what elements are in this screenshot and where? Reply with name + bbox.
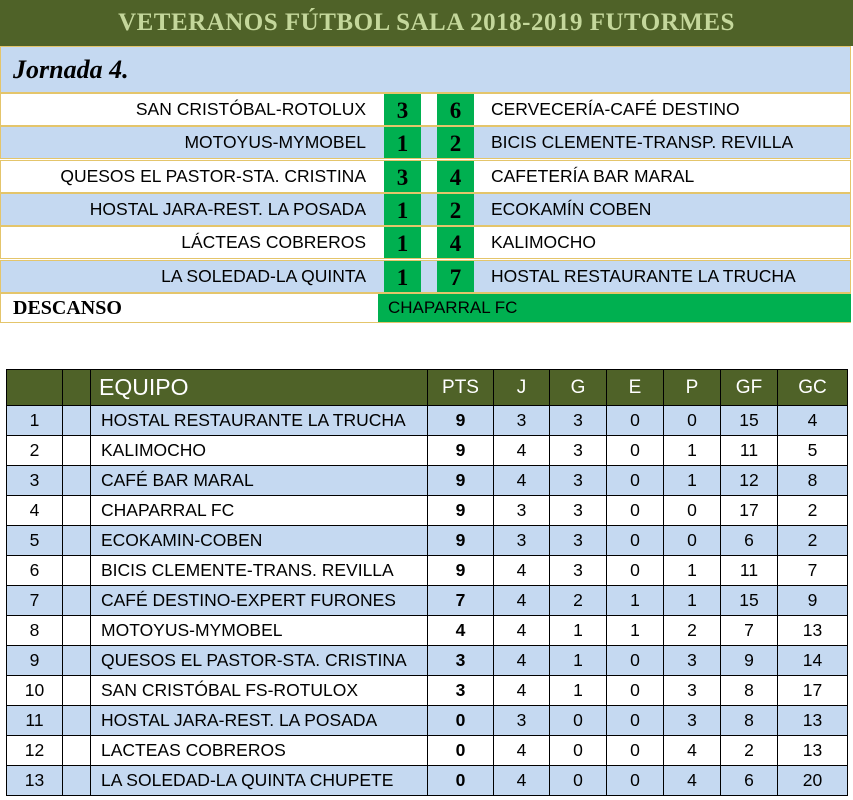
cell-p: 1 [664,436,721,466]
cell-pos: 9 [7,646,63,676]
cell-p: 1 [664,586,721,616]
cell-team: CHAPARRAL FC [91,496,428,526]
cell-gf: 9 [721,646,778,676]
cell-j: 3 [494,706,550,736]
away-team: BICIS CLEMENTE-TRANSP. REVILLA [491,132,794,153]
cell-pos: 12 [7,736,63,766]
cell-gc: 8 [778,466,848,496]
cell-pts: 9 [428,436,494,466]
cell-gf: 12 [721,466,778,496]
page-title: VETERANOS FÚTBOL SALA 2018-2019 FUTORMES [0,0,853,46]
cell-blank [63,676,91,706]
table-row [7,496,848,526]
cell-j: 3 [494,526,550,556]
cell-pts: 9 [428,466,494,496]
cell-gf: 7 [721,616,778,646]
round-header [0,46,851,93]
cell-team: ECOKAMIN-COBEN [91,526,428,556]
cell-j: 3 [494,406,550,436]
cell-pts: 0 [428,766,494,796]
cell-gc: 20 [778,766,848,796]
cell-pts: 9 [428,526,494,556]
cell-e: 1 [607,586,664,616]
cell-gf: 6 [721,766,778,796]
cell-gc: 2 [778,526,848,556]
cell-pts: 3 [428,676,494,706]
cell-g: 0 [550,766,607,796]
cell-pts: 3 [428,646,494,676]
header-gc: GC [778,370,848,406]
cell-pts: 9 [428,406,494,436]
cell-g: 3 [550,406,607,436]
cell-pts: 0 [428,736,494,766]
cell-p: 1 [664,556,721,586]
table-row [7,586,848,616]
home-score: 1 [384,261,421,292]
cell-j: 3 [494,496,550,526]
table-row [7,526,848,556]
home-team: QUESOS EL PASTOR-STA. CRISTINA [60,165,366,186]
match-row [0,126,851,159]
cell-team: KALIMOCHO [91,436,428,466]
cell-e: 0 [607,736,664,766]
away-team: CERVECERÍA-CAFÉ DESTINO [491,99,740,119]
table-row [7,406,848,436]
cell-gc: 4 [778,406,848,436]
cell-j: 4 [494,766,550,796]
cell-pos: 4 [7,496,63,526]
cell-g: 3 [550,496,607,526]
home-score: 3 [384,161,421,192]
cell-e: 0 [607,406,664,436]
cell-gf: 6 [721,526,778,556]
cell-team: HOSTAL RESTAURANTE LA TRUCHA [91,406,428,436]
cell-blank [63,766,91,796]
cell-blank [63,526,91,556]
cell-team: CAFÉ DESTINO-EXPERT FURONES [91,586,428,616]
cell-gc: 2 [778,496,848,526]
cell-blank [63,706,91,736]
rest-label: DESCANSO [13,297,122,319]
cell-g: 3 [550,466,607,496]
cell-pts: 7 [428,586,494,616]
home-team: MOTOYUS-MYMOBEL [184,132,366,153]
cell-pos: 8 [7,616,63,646]
table-row [7,556,848,586]
cell-gf: 11 [721,436,778,466]
cell-pos: 6 [7,556,63,586]
table-row [7,466,848,496]
cell-e: 0 [607,466,664,496]
cell-gf: 11 [721,556,778,586]
header-pos [7,370,63,406]
cell-g: 3 [550,556,607,586]
cell-team: LA SOLEDAD-LA QUINTA CHUPETE [91,766,428,796]
cell-gc: 17 [778,676,848,706]
cell-pos: 7 [7,586,63,616]
match-row [0,226,851,259]
home-team: SAN CRISTÓBAL-ROTOLUX [135,99,366,119]
cell-p: 4 [664,766,721,796]
cell-j: 4 [494,676,550,706]
cell-e: 0 [607,706,664,736]
away-score: 2 [437,127,474,158]
away-score: 4 [437,161,474,192]
table-row [7,646,848,676]
away-score: 7 [437,261,474,292]
header-blank [63,370,91,406]
cell-team: QUESOS EL PASTOR-STA. CRISTINA [91,646,428,676]
cell-gf: 15 [721,586,778,616]
cell-e: 0 [607,766,664,796]
cell-gc: 14 [778,646,848,676]
cell-pos: 5 [7,526,63,556]
cell-team: MOTOYUS-MYMOBEL [91,616,428,646]
cell-g: 0 [550,706,607,736]
cell-p: 4 [664,736,721,766]
away-team: ECOKAMÍN COBEN [491,198,652,219]
match-row [0,93,851,126]
home-score: 1 [384,227,421,258]
rest-row [0,293,851,323]
cell-gf: 2 [721,736,778,766]
match-row [0,193,851,226]
cell-g: 1 [550,616,607,646]
cell-pos: 1 [7,406,63,436]
cell-blank [63,616,91,646]
cell-j: 4 [494,556,550,586]
cell-p: 0 [664,526,721,556]
cell-j: 4 [494,436,550,466]
table-row [7,706,848,736]
cell-gf: 17 [721,496,778,526]
away-score: 2 [437,194,474,225]
cell-g: 1 [550,646,607,676]
home-team: LÁCTEAS COBREROS [181,232,366,253]
table-row [7,676,848,706]
header-j: J [494,370,550,406]
cell-blank [63,496,91,526]
cell-pos: 3 [7,466,63,496]
cell-gc: 7 [778,556,848,586]
cell-pts: 0 [428,706,494,736]
cell-j: 4 [494,466,550,496]
table-row [7,736,848,766]
cell-p: 3 [664,646,721,676]
table-row [7,766,848,796]
cell-gc: 9 [778,586,848,616]
table-row [7,436,848,466]
cell-pos: 2 [7,436,63,466]
cell-blank [63,436,91,466]
cell-e: 0 [607,496,664,526]
home-team: HOSTAL JARA-REST. LA POSADA [89,198,366,219]
cell-p: 2 [664,616,721,646]
cell-j: 4 [494,736,550,766]
cell-p: 0 [664,406,721,436]
cell-team: SAN CRISTÓBAL FS-ROTULOX [91,676,428,706]
match-row [0,160,851,193]
home-score: 3 [384,94,421,125]
standings-table [6,369,848,796]
cell-blank [63,406,91,436]
cell-gc: 13 [778,706,848,736]
cell-g: 3 [550,526,607,556]
cell-pos: 11 [7,706,63,736]
cell-pts: 4 [428,616,494,646]
header-gf: GF [721,370,778,406]
cell-pos: 13 [7,766,63,796]
home-team: LA SOLEDAD-LA QUINTA [161,265,366,286]
cell-blank [63,586,91,616]
cell-g: 3 [550,436,607,466]
cell-g: 0 [550,736,607,766]
cell-j: 4 [494,646,550,676]
cell-gf: 8 [721,706,778,736]
cell-p: 0 [664,496,721,526]
cell-pts: 9 [428,496,494,526]
cell-gc: 5 [778,436,848,466]
header-pts: PTS [428,370,494,406]
round-label: Jornada 4. [13,55,129,84]
cell-gf: 8 [721,676,778,706]
cell-team: LACTEAS COBREROS [91,736,428,766]
cell-gf: 15 [721,406,778,436]
cell-gc: 13 [778,616,848,646]
header-team: EQUIPO [91,370,428,406]
cell-team: HOSTAL JARA-REST. LA POSADA [91,706,428,736]
header-e: E [607,370,664,406]
cell-e: 0 [607,676,664,706]
standings-header-row [7,370,848,406]
cell-j: 4 [494,586,550,616]
cell-p: 3 [664,676,721,706]
cell-blank [63,736,91,766]
cell-team: BICIS CLEMENTE-TRANS. REVILLA [91,556,428,586]
cell-pos: 10 [7,676,63,706]
home-score: 1 [384,127,421,158]
cell-g: 2 [550,586,607,616]
match-row [0,260,851,293]
cell-blank [63,556,91,586]
cell-j: 4 [494,616,550,646]
rest-team: CHAPARRAL FC [378,294,851,322]
header-g: G [550,370,607,406]
away-team: CAFETERÍA BAR MARAL [491,165,695,186]
header-p: P [664,370,721,406]
cell-pts: 9 [428,556,494,586]
home-score: 1 [384,194,421,225]
cell-p: 1 [664,466,721,496]
away-team: KALIMOCHO [491,232,597,253]
cell-team: CAFÉ BAR MARAL [91,466,428,496]
away-team: HOSTAL RESTAURANTE LA TRUCHA [491,265,796,286]
cell-e: 0 [607,526,664,556]
cell-blank [63,466,91,496]
table-row [7,616,848,646]
cell-e: 0 [607,646,664,676]
cell-gc: 13 [778,736,848,766]
cell-e: 1 [607,616,664,646]
cell-p: 3 [664,706,721,736]
cell-blank [63,646,91,676]
cell-g: 1 [550,676,607,706]
cell-e: 0 [607,436,664,466]
away-score: 6 [437,94,474,125]
cell-e: 0 [607,556,664,586]
away-score: 4 [437,227,474,258]
